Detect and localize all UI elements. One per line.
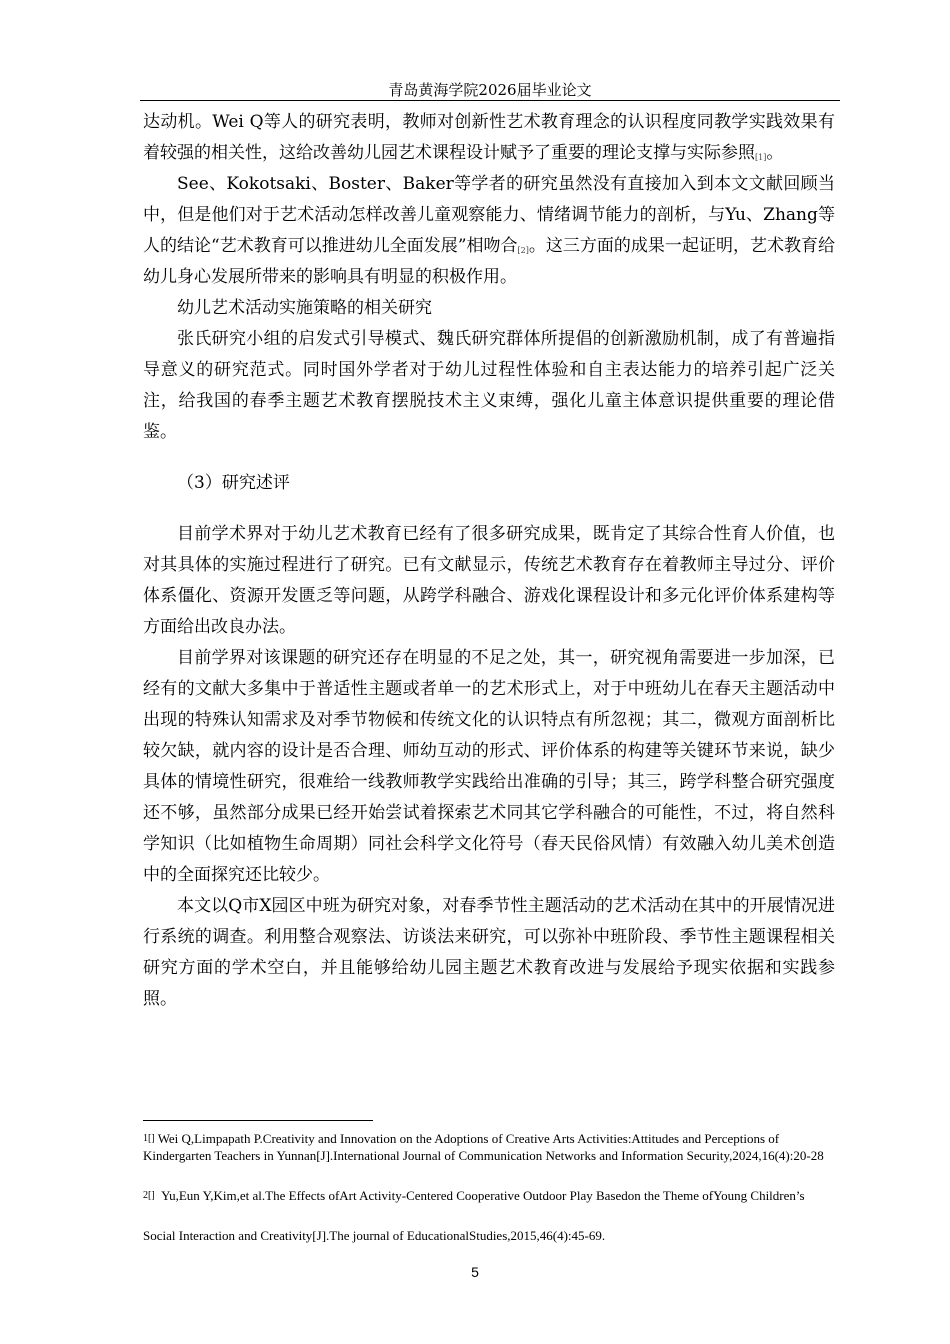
footnote-1-text: Wei Q,Limpapath P.Creativity and Innovation on the Adoptions of Creative Arts Activities:Attitudes and Perceptions of Kindergarten Teachers in Yunnan[J].International Journal of Communication Networks and Information Security,2024,16(4):20-28 [143,1131,824,1163]
footnote-2-mark: 2[] [143,1190,155,1201]
running-header: 青岛黄海学院2026届毕业论文 [388,81,592,99]
header-rule [140,100,840,101]
paragraph-2-text-b: 。这三方面的成果一起证明，艺术教育给幼儿身心发展所带来的影响具有明显的积极作用。 [143,236,835,287]
citation-1: [1] [755,153,767,162]
footnote-1 [143,1130,838,1164]
body-text [143,107,835,1015]
paragraph-6: 本文以Q市X园区中班为研究对象，对春季节性主题活动的艺术活动在其中的开展情况进行系统的调查。利用整合观察法、访谈法来研究，可以弥补中班阶段、季节性主题课程相关研究方面的学术空白，并且能够给幼儿园主题艺术教育改进与发展给予现实依据和实践参照。 [143,896,835,1009]
paragraph-1-end: 。 [766,143,784,163]
paragraph-3: 张氏研究小组的启发式引导模式、魏氏研究群体所提倡的创新激励机制，成了有普遍指导意义的研究范式。同时国外学者对于幼儿过程性体验和自主表达能力的培养引起广泛关注，给我国的春季主题艺术教育摆脱技术主义束缚，强化儿童主体意识提供重要的理论借鉴。 [143,329,835,442]
paragraph-1 [143,107,835,169]
footnote-2-text: Yu,Eun Y,Kim,et al.The Effects ofArt Activity-Centered Cooperative Outdoor Play Basedon the Theme ofYoung Children’s Social Interaction and Creativity[J].The journal of EducationalStudies,2015,46(4):45-69. [143,1188,805,1243]
paragraph-1-text: 达动机。Wei Q等人的研究表明，教师对创新性艺术教育理念的认识程度同教学实践效果有着较强的相关性，这给改善幼儿园艺术课程设计赋予了重要的理论支撑与实际参照 [143,112,835,163]
section-heading: （3）研究述评 [177,473,290,493]
footnote-rule [143,1120,373,1121]
paragraph-2 [143,169,835,293]
paragraph-5: 目前学界对该课题的研究还存在明显的不足之处，其一，研究视角需要进一步加深，已经有的文献大多集中于普适性主题或者单一的艺术形式上，对于中班幼儿在春天主题活动中出现的特殊认知需求及对季节物候和传统文化的认识特点有所忽视；其二，微观方面剖析比较欠缺，就内容的设计是否合理、师幼互动的形式、评价体系的构建等关键环节来说，缺少具体的情境性研究，很难给一线教师教学实践给出准确的引导；其三，跨学科整合研究强度还不够，虽然部分成果已经开始尝试着探索艺术同其它学科融合的可能性，不过，将自然科学知识（比如植物生命周期）同社会科学文化符号（春天民俗风情）有效融入幼儿美术创造中的全面探究还比较少。 [143,648,835,885]
footnote-2 [143,1176,838,1256]
page-number: 5 [471,1264,479,1280]
paragraph-4: 目前学术界对于幼儿艺术教育已经有了很多研究成果，既肯定了其综合性育人价值，也对其具体的实施过程进行了研究。已有文献显示，传统艺术教育存在着教师主导过分、评价体系僵化、资源开发匮乏等问题，从跨学科融合、游戏化课程设计和多元化评价体系建构等方面给出改良办法。 [143,524,835,637]
footnotes [143,1130,838,1256]
footnote-1-mark: 1[] [143,1133,155,1144]
citation-2: [2] [517,246,529,255]
paragraph-2-text-a: See、Kokotsaki、Boster、Baker等学者的研究虽然没有直接加入到本文文献回顾当中，但是他们对于艺术活动怎样改善儿童观察能力、情绪调节能力的剖析，与Yu、Zhang等人的结论“艺术教育可以推进幼儿全面发展”相吻合 [143,174,835,256]
subheading: 幼儿艺术活动实施策略的相关研究 [177,298,432,318]
